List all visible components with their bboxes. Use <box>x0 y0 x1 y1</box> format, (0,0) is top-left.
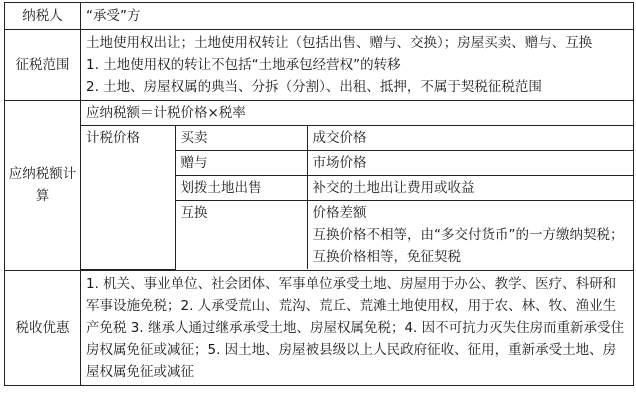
relief-row <box>5 270 634 385</box>
exchange-note: 互换价格不相等，由“多交付货币”的一方缴纳契税；互换价格相等，免征契税 <box>312 227 624 265</box>
basis-type: 赠与 <box>175 151 307 176</box>
relief-label: 税收优惠 <box>5 270 81 385</box>
basis-type: 划拨土地出售 <box>175 176 307 201</box>
basis-label: 计税价格 <box>81 126 175 270</box>
scope-note-1: 1. 土地使用权的转让不包括“土地承包经营权”的转移 <box>86 57 401 73</box>
basis-value: 市场价格 <box>307 151 634 176</box>
basis-row-sale <box>81 126 634 151</box>
basis-value-exchange <box>307 201 634 270</box>
basis-type: 互换 <box>175 201 307 270</box>
taxpayer-row <box>5 3 634 30</box>
basis-value: 补交的土地出让费用或收益 <box>307 176 634 201</box>
scope-main-text: 土地使用权出让；土地使用权转让（包括出售、赠与、交换）；房屋买卖、赠与、互换 <box>86 35 593 51</box>
calc-inner-table <box>81 101 634 270</box>
exchange-basis: 价格差额 <box>312 205 367 221</box>
calc-label: 应纳税额计算 <box>5 101 81 271</box>
formula-row <box>81 101 634 126</box>
calc-row <box>5 101 634 271</box>
formula-text: 应纳税额＝计税价格×税率 <box>81 101 634 126</box>
scope-note-2: 2. 土地、房屋权属的典当、分拆（分割）、出租、抵押，不属于契税征税范围 <box>86 79 542 95</box>
basis-type: 买卖 <box>175 126 307 151</box>
deed-tax-table <box>4 2 634 386</box>
scope-row <box>5 30 634 101</box>
relief-text: 1. 机关、事业单位、社会团体、军事单位承受土地、房屋用于办公、教学、医疗、科研和军事设施免税；2. 人承受荒山、荒沟、荒丘、荒滩土地使用权，用于农、林、牧、渔业生产免税 3. 继承人通过继承承受土地、房屋权属免税；4. 因不可抗力灭失住房而重新承受住房权属免征或减征；5. 因土地、房屋被县级以上人民政府征收、征用，重新承受土地、房屋权属免征或减征 <box>81 270 634 385</box>
scope-content <box>81 30 634 101</box>
taxpayer-label: 纳税人 <box>5 3 81 30</box>
calc-content <box>81 101 634 271</box>
basis-value: 成交价格 <box>307 126 634 151</box>
taxpayer-value: “承受”方 <box>81 3 634 30</box>
scope-label: 征税范围 <box>5 30 81 101</box>
